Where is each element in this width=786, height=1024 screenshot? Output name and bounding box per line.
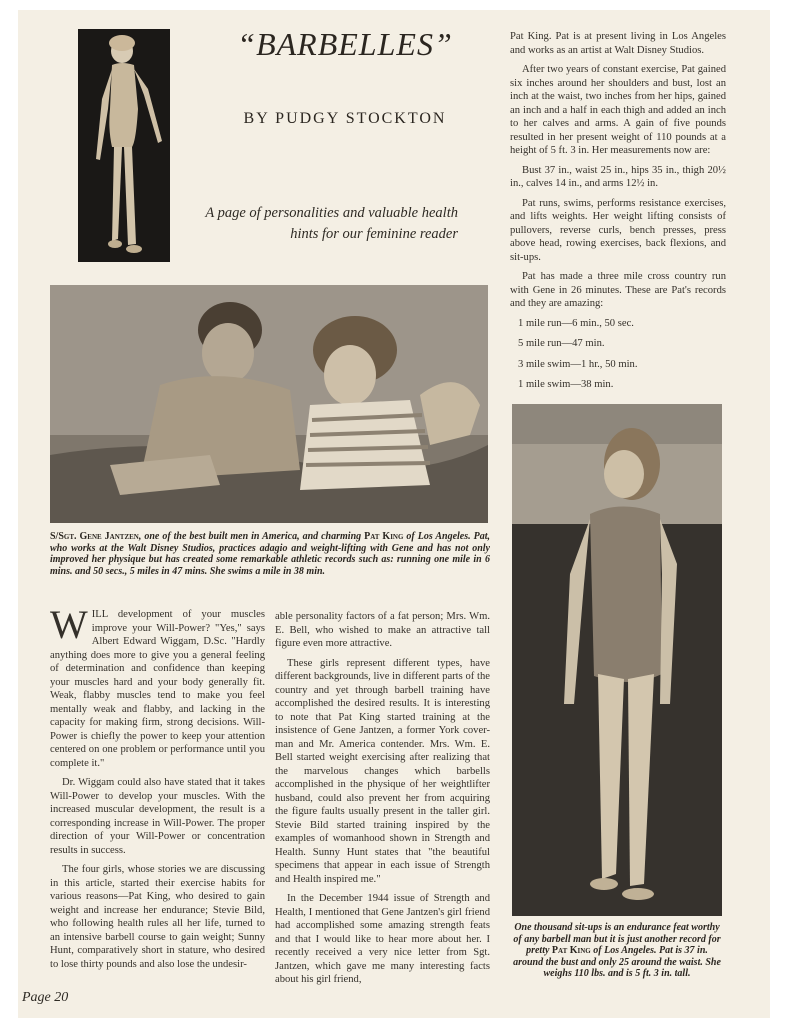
side-caption-name: Pat King [551, 945, 591, 956]
caption-text-2: of Los Angeles. Pat, who works at the Walt Disney Studios, practices adagio and weight-lifting with Gene and has not only improved her physique but has created some remarkable athletic records such as: running one mile in 6 mins. and 50 secs., 5 miles in 47 mins. She swims a mile in 38 min. [50, 531, 491, 577]
page-number: Page 20 [22, 990, 69, 1005]
article-tagline: A page of personalities and valuable health hints for our feminine reader [205, 205, 458, 242]
side-caption-text-2: of Los Angeles. Pat is 37 in. around the bust and only 25 around the waist. She weighs 110 lbs. and is 5 ft. 3 in. tall. [513, 945, 721, 979]
article-column-2 [275, 610, 490, 993]
column-3-paragraph-2: After two years of constant exercise, Pat gained six inches around her shoulders and bust, lost an inch at the waist, two inches from her hips, gained an inch and a half in each thigh and added an inch to her calves and arms. A gain of five pounds resulted in her present weight of 110 pounds at a height of 5 ft. 3 in. Her measurements now are: [510, 64, 726, 156]
record-item: 3 mile swim—1 hr., 50 min. [518, 358, 638, 370]
column-1-paragraph-2: Dr. Wiggam could also have stated that it takes Will-Power to develop your muscles. With the increased muscular development, the result is a corresponding increase in Will-Power. The proper direction of your Will-Power or concentration results in success. [50, 777, 265, 856]
caption-text-1: , one of the best built men in America, and charming [138, 531, 365, 542]
beach-photo-couple [50, 285, 488, 523]
beach-photo-swimsuit [512, 404, 722, 916]
column-3-paragraph-5: Pat has made a three mile cross country run with Gene in 26 minutes. These are Pat's records and they are amazing: [510, 271, 726, 309]
article-column-1 [50, 602, 265, 977]
column-1-paragraph-3: The four girls, whose stories we are discussing in this article, started their exercise habits for various reasons—Pat King, who desired to gain weight and increase her endurance; Stevie Bild, who following health rules all her life, turned to an intensive barbell course to gain weight; Sunny Hunt, comparatively short in stature, who desired to lose thirty pounds and also lose the undesir- [50, 864, 265, 970]
side-caption-text-1: One thousand sit-ups is an endurance feat worthy of any barbell man but it is just another record for pretty [513, 922, 721, 956]
caption-name-gene: S/Sgt. Gene Jantzen [50, 531, 139, 542]
article-column-3 [510, 30, 726, 399]
column-3-measurements: Bust 37 in., waist 25 in., hips 35 in., thigh 20½ in., calves 14 in., and arms 12½ in. [510, 164, 726, 189]
column-2-paragraph-3: In the December 1944 issue of Strength and Health, I mentioned that Gene Jantzen's girl friend had accomplished some amazing strength feats and that I would like to hear more about her. I recently received a very nice letter from Sgt. Jantzen, which gave me many interesting facts about his girl friend, [275, 893, 490, 985]
side-photo-caption [510, 922, 724, 980]
column-3-paragraph-4: Pat runs, swims, performs resistance exercises, and lifts weights. Her weight lifting consists of pullovers, reverse curls, bench presses, press above head, rowing exercises, back flexions, and sit-ups. [510, 197, 726, 263]
column-2-paragraph-1: able personality factors of a fat person; Mrs. Wm. E. Bell, who wished to make an attractive tall figure even more attractive. [275, 611, 490, 649]
drop-cap: W [50, 602, 88, 647]
article-byline: BY PUDGY STOCKTON [243, 110, 447, 127]
column-3-paragraph-1: Pat King. Pat is at present living in Los Angeles and works as an artist at Walt Disney Studios. [510, 31, 726, 56]
beach-photo-caption [50, 531, 490, 577]
column-1-paragraph-1: WILL development of your muscles improve your Will-Power? "Yes," says Albert Edward Wiggam, D.Sc. "Hardly anything does more to give you a general feeling of determination and confidence than keeping your muscles hard and your body generally fit. Weak, flabby muscles tend to make you feel mentally weak and flabby, and lacking in the capacity for making firm, strong decisions. Will-Power is chiefly the power to keep your attention centered on one problem or performance until you complete it." [50, 602, 265, 769]
record-item: 1 mile run—6 min., 50 sec. [518, 317, 634, 329]
article-title: “BARBELLES” [237, 26, 453, 62]
portrait-photo-swimsuit [78, 29, 170, 262]
caption-name-pat: Pat King [364, 531, 404, 542]
column-2-paragraph-2: These girls represent different types, have different backgrounds, live in different parts of the country and yet through barbell training have accomplished the desired results. It is interesting to note that Pat King started training at the insistence of Gene Jantzen, a former York cover-man and Mr. America contender. Mrs. Wm. E. Bell started weight exercising after realizing that the marvelous changes which barbells accomplished in the physique of her weightlifter husband, could also prevent her from acquiring the figure faults usually present in the taller girl. Stevie Bild started training inspired by the examples of womanhood shown in Strength and Health. Sunny Hunt states that "the beautiful specimens that appear in each issue of Strength and Health inspired me." [275, 657, 490, 885]
record-item: 5 mile run—47 min. [518, 338, 605, 349]
record-item: 1 mile swim—38 min. [518, 379, 614, 390]
